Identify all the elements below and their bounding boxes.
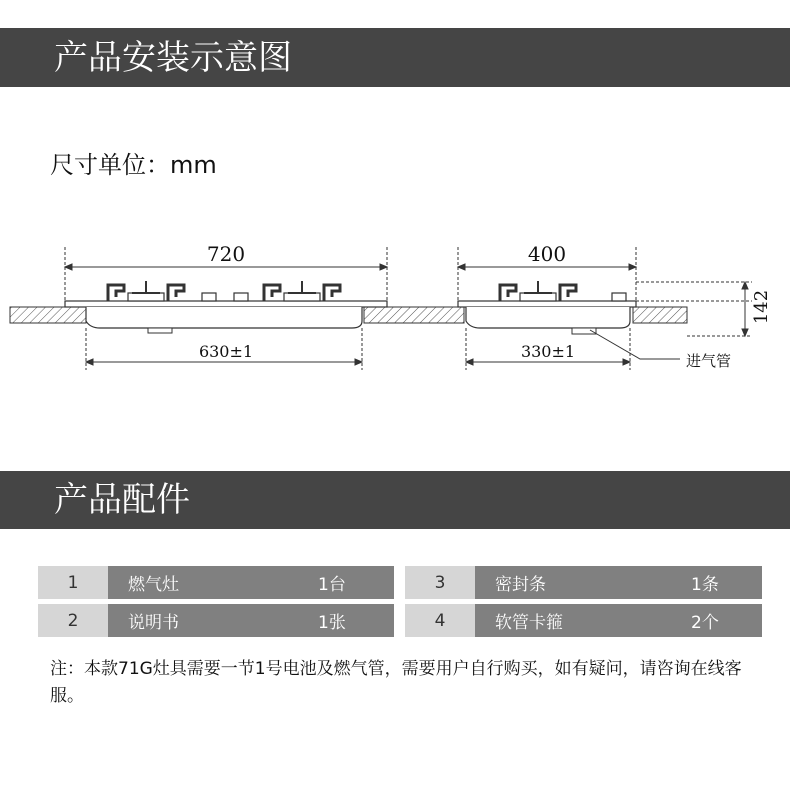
- accessory-row: [405, 604, 762, 637]
- accessory-quantity: 2个: [691, 613, 719, 633]
- accessory-row: [405, 566, 762, 599]
- dimension-height: 142: [751, 289, 772, 325]
- note-text: 注：本款71G灶具需要一节1号电池及燃气管，需要用户自行购买，如有疑问，请咨询在线客服。: [50, 659, 742, 706]
- section-header-installation: [0, 28, 790, 87]
- accessory-name: 燃气灶: [128, 575, 179, 595]
- section-title: 产品配件: [54, 480, 190, 520]
- stove-side-view: [458, 281, 636, 334]
- section-title: 产品安装示意图: [54, 37, 292, 78]
- accessory-row: [38, 604, 394, 637]
- accessory-quantity: 1张: [318, 613, 346, 633]
- dimension-cutout-side: 330±1: [520, 342, 576, 361]
- section-header-accessories: [0, 471, 790, 529]
- accessory-number: 2: [38, 604, 108, 637]
- accessory-quantity: 1条: [691, 575, 719, 595]
- accessory-name: 软管卡箍: [495, 613, 563, 633]
- installation-diagram: [0, 225, 790, 395]
- accessory-number: 3: [405, 566, 475, 599]
- unit-label: 尺寸单位：mm: [50, 151, 217, 179]
- dimension-top-width-side: 400: [527, 242, 567, 266]
- dimension-top-width-front: 720: [206, 242, 246, 266]
- dimension-cutout-front: 630±1: [198, 342, 254, 361]
- stove-front-view: [65, 281, 387, 333]
- accessory-row: [38, 566, 394, 599]
- accessory-number: 1: [38, 566, 108, 599]
- accessory-quantity: 1台: [318, 575, 346, 595]
- gas-inlet-callout: 进气管: [686, 352, 732, 370]
- accessory-number: 4: [405, 604, 475, 637]
- accessory-name: 密封条: [495, 575, 546, 595]
- accessory-name: 说明书: [128, 613, 179, 633]
